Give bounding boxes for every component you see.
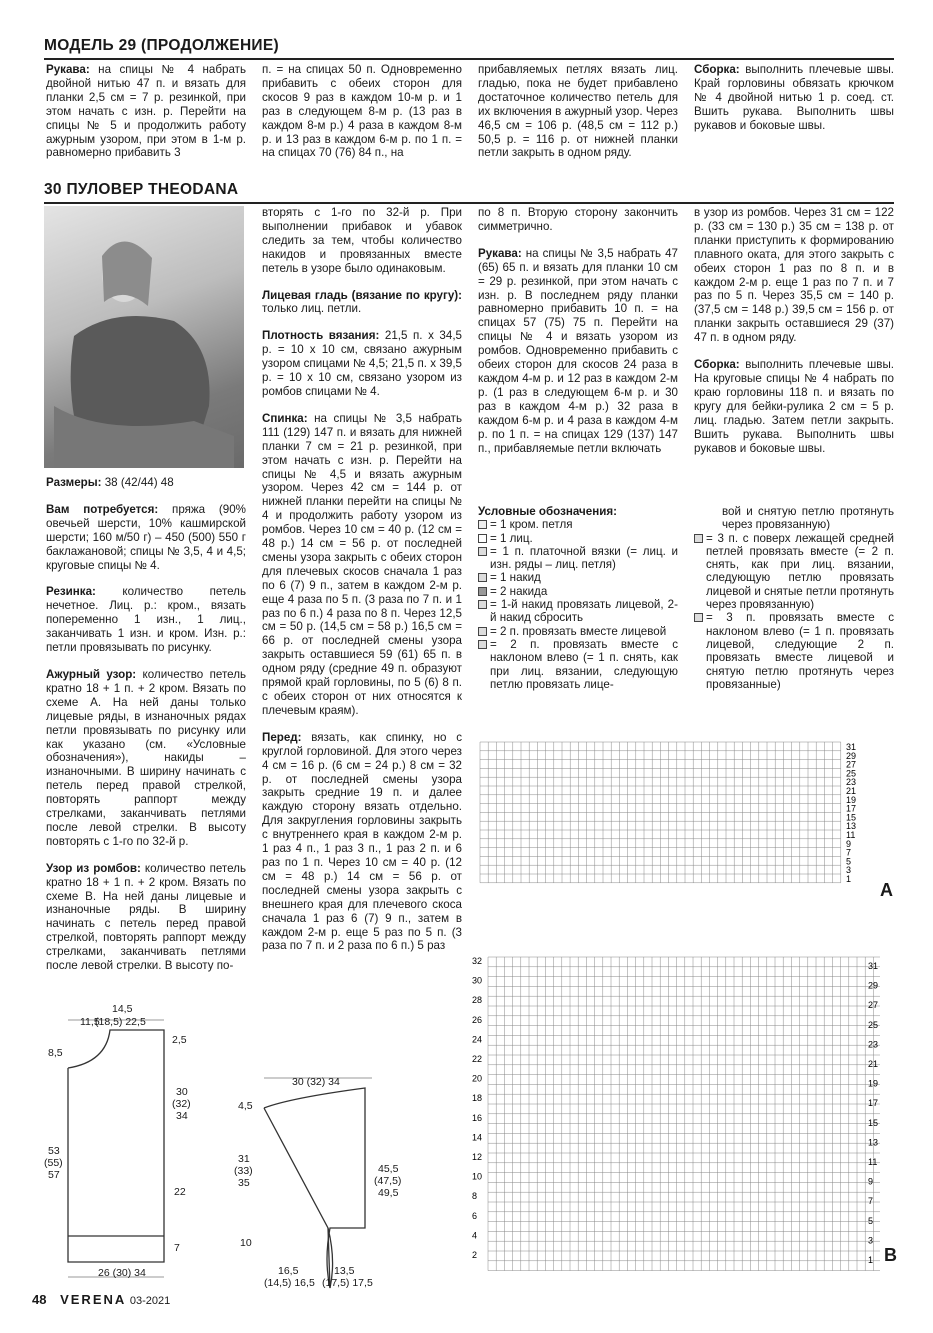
row-number: 3 xyxy=(846,865,852,876)
row-number: 31 xyxy=(846,742,857,752)
m29-col2: п. = на спицах 50 п. Одновременно прибавить с обеих сторон для скосов 9 раз в каждом 10-м р. и 1 раз в следующем 8-м р. (13 раз в каждом 8-м р.) 4 раза в каждом 8-м р. и 13 раз в каждом 6-м р. по 1 п. = на спицах 70 (76) 84 п., на xyxy=(262,63,462,160)
garter-icon xyxy=(478,547,487,556)
row-number: 15 xyxy=(846,812,857,823)
schema-label: 26 (30) 34 xyxy=(98,1267,146,1279)
row-number: 28 xyxy=(472,995,483,1006)
row-number: 1 xyxy=(868,1255,874,1265)
row-number: 24 xyxy=(472,1034,483,1045)
schema-label: 2,5 xyxy=(172,1034,187,1046)
row-number: 9 xyxy=(868,1176,874,1187)
schema-label: 30 xyxy=(176,1086,188,1098)
divider xyxy=(44,58,894,60)
row-number: 32 xyxy=(472,956,483,966)
row-number: 12 xyxy=(472,1152,483,1162)
middle-column: вторять с 1-го по 32-й р. При выполнении прибавок и убавок следить за тем, чтобы количество накидов и провязанных вместе петель в узоре было одинаковым. Лицевая гладь (вязание по кругу): только лиц. петли. Плотность вязания: 21,5 п. х 34,5 р. = 10 х 10 см, связано ажурным узором спицами № 4,5; 21,5 п. х 39,5 р. = 10 х 10 см, связано узором из ромбов спицами № 4. Спинка: на спицы № 3,5 набрать 111 (129) 147 п. и вязать для нижней планки 7 см = 21 р. резинкой, при этом начать с изн. р. Перейти на спицы № 4,5 и вязать ажурным узором. Через 42 см = 144 р. от нижней планки перейти на спицы № 4 и продолжить работу узором из ромбов. Через 10 см = 40 р. (12 см = 48 р.) 14 см = 56 р. от последней смены узора закрыть с обеих сторон для плечевых скосов сначала 1 раз по 6 (7) 9 п., затем в каждом 2-м р. еще 4 раза по 5 п. (3 раза по 7 п. и 1 раз по 6 п.) 4 раза по 8 п. Через 12,5 см = 50 р. (14,5 см = 58 р.) 16,5 см = 66 р. от последней смены узора закрыть оставшиеся 59 (61) 65 п. в одном ряду (средние 49 п. образуют прямой край горловины, по 5 (6) 8 п. с обеих сторон от них относятся к плечевым краям). Перед: вязать, как спинку, но с круглой горловиной. Для этого через 4 см = 16 р. (6 см = 24 р.) 8 см = 32 р. от последней смены узора закрыть средние 19 п. и далее каждую сторону вязать отдельно. Для закругления горловины закрыть с внутреннего края в каждом 2-м р. 1 раз 4 п., 1 раз 3 п., 1 раз 2 п. и 6 раз по 1 п. Через 10 см = 40 р. (12 см = 48 р.) 14 см = 56 р. от последней смены узора закрыть с внешнего края для плечевого скоса сначала 1 раз 6 (7) 9 п., затем в каждом 2-м р. еще 5 раз по 5 п. (3 раза по 7 п. и 2 раза по 6 п.) 5 раз xyxy=(262,206,463,953)
row-number: 18 xyxy=(472,1093,483,1104)
issue-number: 03-2021 xyxy=(129,1295,171,1307)
schema-label: (32) xyxy=(172,1098,191,1110)
yarn-over-icon xyxy=(478,573,487,582)
row-number: 11 xyxy=(846,830,856,840)
schema-label: 34 xyxy=(176,1110,188,1122)
schema-label: (55) xyxy=(44,1157,63,1169)
sleeve-schema xyxy=(250,1070,390,1290)
column-4: в узор из ромбов. Через 31 см = 122 р. (33 см = 130 р.) 35 см = 138 р. от планки приступить к формированию плавного оката, для этого закрыть с обеих сторон 1 раз по 8 п. и в каждом 2-м р. еще 1 раз по 7 п. и 7 раз по 5 п. Через 35,5 см = 140 р. (37,5 см = 148 р.) 39,5 см = 156 р. от планки закрыть оставшиеся 29 (37) 47 п. в одном ряду. Сборка: выполнить плечевые швы. На круговые спицы № 4 набрать по краю горловины 118 п. и вязать по кругу для бейки-рулика 2 см = 5 р. лиц. гладью. Затем петли закрыть. Вшить рукава. Выполнить швы рукавов и боковые швы. xyxy=(694,206,894,455)
schema-label: (18,5) 22,5 xyxy=(95,1016,146,1028)
schema-label: 7 xyxy=(174,1242,180,1254)
legend-left: Условные обозначения: = 1 кром. петля = 1 лиц. = 1 п. платочной вязки (= лиц. и изн. ряды – лиц. петля) = 1 накид = 2 накида = 1-й накид провязать лицевой, 2-й накид сбросить = 2 п. провязать вместе лицевой = 2 п. провязать вместе с наклоном влево (= 1 п. снять, как при лиц. вязании, следующую петлю провязать лице- xyxy=(478,505,678,691)
row-number: 4 xyxy=(472,1230,478,1241)
row-number: 21 xyxy=(868,1059,879,1069)
legend-item: = 3 п. провязать вместе с наклоном влево (= 1 п. провязать лицевой, следующие 2 п. провязать вместе лицевой и снятую петлю протянуть через провязанные) xyxy=(694,611,894,691)
schema-label: 11,5 xyxy=(80,1016,100,1028)
row-number: 16 xyxy=(472,1112,483,1123)
schema-label: (47,5) xyxy=(374,1175,402,1187)
chart-b-label: B xyxy=(884,1245,897,1265)
row-number: 7 xyxy=(868,1196,874,1207)
schema-label: 8,5 xyxy=(48,1047,63,1059)
k2tog-icon xyxy=(478,627,487,636)
legend-item: = 1 п. платочной вязки (= лиц. и изн. ряды – лиц. петля) xyxy=(478,545,678,572)
section-title-model30: 30 ПУЛОВЕР THEODANA xyxy=(44,181,239,198)
edge-stitch-icon xyxy=(478,520,487,529)
row-number: 2 xyxy=(472,1250,478,1260)
legend-item: = 3 п. с поверх лежащей средней петлей провязать вместе (= 2 п. снять, как при лиц. вязании, следующую петлю провязать лицевой и снятые петли протянуть через провязанную) xyxy=(694,532,894,612)
schema-label: 53 xyxy=(48,1145,60,1157)
row-number: 7 xyxy=(846,847,852,858)
schema-label: (14,5) 16,5 xyxy=(264,1277,315,1289)
row-number: 25 xyxy=(868,1019,879,1030)
schema-label: 10 xyxy=(240,1237,252,1249)
legend-item: = 2 п. провязать вместе с наклоном влево (= 1 п. снять, как при лиц. вязании, следующую петлю провязать лице- xyxy=(478,638,678,691)
m29-col1: Рукава: на спицы № 4 набрать двойной нитью 47 п. и вязать для планки 2,5 см = 7 р. резинкой, при этом начать с изн. р. Перейти на спицы № 5 и продолжить работу ажурным узором, при этом в 1-м р. равномерно прибавить 3 xyxy=(46,63,246,160)
row-number: 17 xyxy=(846,803,857,814)
knit-icon xyxy=(478,534,487,543)
schema-label: 57 xyxy=(48,1169,60,1181)
schema-label: 31 xyxy=(238,1153,250,1165)
row-number: 31 xyxy=(868,961,879,971)
row-number: 1 xyxy=(846,874,852,884)
schema-label: 30 (32) 34 xyxy=(292,1076,340,1088)
schema-label: 49,5 xyxy=(378,1187,399,1199)
left-column: Размеры: 38 (42/44) 48 Вам потребуется: пряжа (90% овечьей шерсти, 10% кашмирской шерсти; 160 м/50 г) – 450 (500) 550 г баклажановой; спицы № 3,5, 4 и 4,5; круговые спицы № 4. Резинка: количество петель нечетное. Лиц. р.: кром., вязать попеременно 1 изн., 1 лиц., заканчивать 1 изн. и кром. Изн. р.: петли провязывать по рисунку. Ажурный узор: количество петель кратно 18 + 1 п. + 2 кром. Вязать по схеме А. На ней даны только лицевые ряды, в изнаночных рядах петли провязывать по рисунку или как указано (см. «Условные обозначения»), накиды – изнаночными. В ширину начинать с петель перед правой стрелкой, повторять раппорт между стрелками, заканчивать петлями после левой стрелки. В высоту повторять с 1-го по 32-й р. Узор из ромбов: количество петель кратно 18 + 1 п. + 2 кром. Вязать по схеме В. На ней даны лицевые и изнаночные ряды. В ширину начинать с петель перед правой стрелкой, повторять раппорт между стрелками, заканчивать петлями после левой стрелки. В высоту по- xyxy=(46,476,247,973)
schema-label: 45,5 xyxy=(378,1163,399,1175)
row-number: 21 xyxy=(846,786,857,796)
row-number: 5 xyxy=(846,856,852,867)
schema-label: 16,5 xyxy=(278,1265,299,1277)
m29-col4: Сборка: выполнить плечевые швы. Край горловины обвязать крючком № 4 двойной нитью 1 р. соед. ст. Вшить рукава. Выполнить швы рукавов и боковые швы. xyxy=(694,63,894,132)
row-number: 23 xyxy=(868,1039,879,1050)
row-number: 11 xyxy=(868,1157,878,1167)
legend-item: = 2 п. провязать вместе лицевой xyxy=(478,625,678,638)
legend-item: = 1 накид xyxy=(478,571,678,584)
body-schema xyxy=(40,1000,220,1290)
page-footer xyxy=(32,1292,170,1307)
row-number: 3 xyxy=(868,1235,874,1246)
row-number: 29 xyxy=(868,980,879,991)
row-number: 10 xyxy=(472,1171,483,1182)
chart-b xyxy=(470,955,880,1290)
row-number: 5 xyxy=(868,1215,874,1226)
column-3: по 8 п. Вторую сторону закончить симметрично. Рукава: на спицы № 3,5 набрать 47 (65) 65 п. и вязать для планки 10 см = 29 р. резинкой, при этом начать с изн. р. В последнем ряду планки равномерно прибавить 10 п. = на спицах 57 (75) 75 п. Перейти на спицы № 4 и вязать узором из ромбов. Одновременно прибавить с обеих сторон для скосов 24 раза в каждом 4-м р. и 12 раз в каждом 2-м р. (1 раз в следующем 6-м р. и 30 раз в каждом 4-м р.) 32 раза в каждом 6-м р. и 4 раза в каждом 4-м р. по 1 п. = на спицах 129 (137) 147 п., прибавляемые петли включать xyxy=(478,206,678,455)
double-yo-icon xyxy=(478,587,487,596)
chart-a xyxy=(478,740,858,905)
sk2p-icon xyxy=(694,613,703,622)
legend-item: = 2 накида xyxy=(478,585,678,598)
cdd-icon xyxy=(694,534,703,543)
row-number: 19 xyxy=(846,794,857,805)
row-number: 13 xyxy=(846,821,857,832)
model-photo xyxy=(44,206,244,468)
ssk-icon xyxy=(478,640,487,649)
row-number: 27 xyxy=(846,759,857,770)
chart-a-label: A xyxy=(880,880,893,900)
row-number: 25 xyxy=(846,768,857,779)
schema-label: 22 xyxy=(174,1186,186,1198)
row-number: 8 xyxy=(472,1191,478,1202)
row-number: 13 xyxy=(868,1137,879,1148)
m29-col3: прибавляемых петлях вязать лиц. гладью, пока не будет прибавлено достаточное количество петель для их включения в ажурный узор. Через 46,5 см = 106 р. (48,5 см = 112 р.) 50,5 р. = 116 р. от нижней планки петли закрыть в одном ряду. xyxy=(478,63,678,160)
magazine-brand: VERENA xyxy=(60,1292,127,1307)
row-number: 29 xyxy=(846,750,857,761)
row-number: 20 xyxy=(472,1073,483,1084)
row-number: 27 xyxy=(868,1000,879,1011)
legend-item: = 1 кром. петля xyxy=(478,518,678,531)
schema-label: 13,5 xyxy=(334,1265,355,1277)
row-number: 6 xyxy=(472,1210,478,1221)
legend-item: = 1-й накид провязать лицевой, 2-й накид сбросить xyxy=(478,598,678,625)
schema-label: (17,5) 17,5 xyxy=(322,1277,373,1289)
row-number: 17 xyxy=(868,1098,879,1109)
row-number: 14 xyxy=(472,1132,483,1143)
schema-label: 35 xyxy=(238,1177,250,1189)
row-number: 15 xyxy=(868,1117,879,1128)
row-number: 23 xyxy=(846,777,857,788)
row-number: 26 xyxy=(472,1014,483,1025)
chart-b-grid xyxy=(470,955,880,1285)
drop-yo-icon xyxy=(478,600,487,609)
page-number: 48 xyxy=(32,1292,47,1307)
legend-right: вой и снятую петлю протянуть через провязанную) = 3 п. с поверх лежащей средней петлей провязать вместе (= 2 п. снять, как при лиц. вязании, следующую петлю провязать лицевой и снятые петли протянуть через провязанную) = 3 п. провязать вместе с наклоном влево (= 1 п. провязать лицевой, следующие 2 п. провязать вместе лицевой и снятую петлю протянуть через провязанные) xyxy=(694,505,894,691)
schema-label: 14,5 xyxy=(112,1003,133,1015)
section-title-model29: МОДЕЛЬ 29 (ПРОДОЛЖЕНИЕ) xyxy=(44,37,279,54)
divider xyxy=(44,202,894,204)
row-number: 19 xyxy=(868,1078,879,1089)
row-number: 22 xyxy=(472,1054,483,1064)
schema-label: (33) xyxy=(234,1165,253,1177)
legend-item: = 1 лиц. xyxy=(478,532,678,545)
schema-label: 4,5 xyxy=(238,1100,253,1112)
row-number: 9 xyxy=(846,838,852,849)
row-number: 30 xyxy=(472,975,483,986)
chart-a-grid xyxy=(478,740,858,900)
